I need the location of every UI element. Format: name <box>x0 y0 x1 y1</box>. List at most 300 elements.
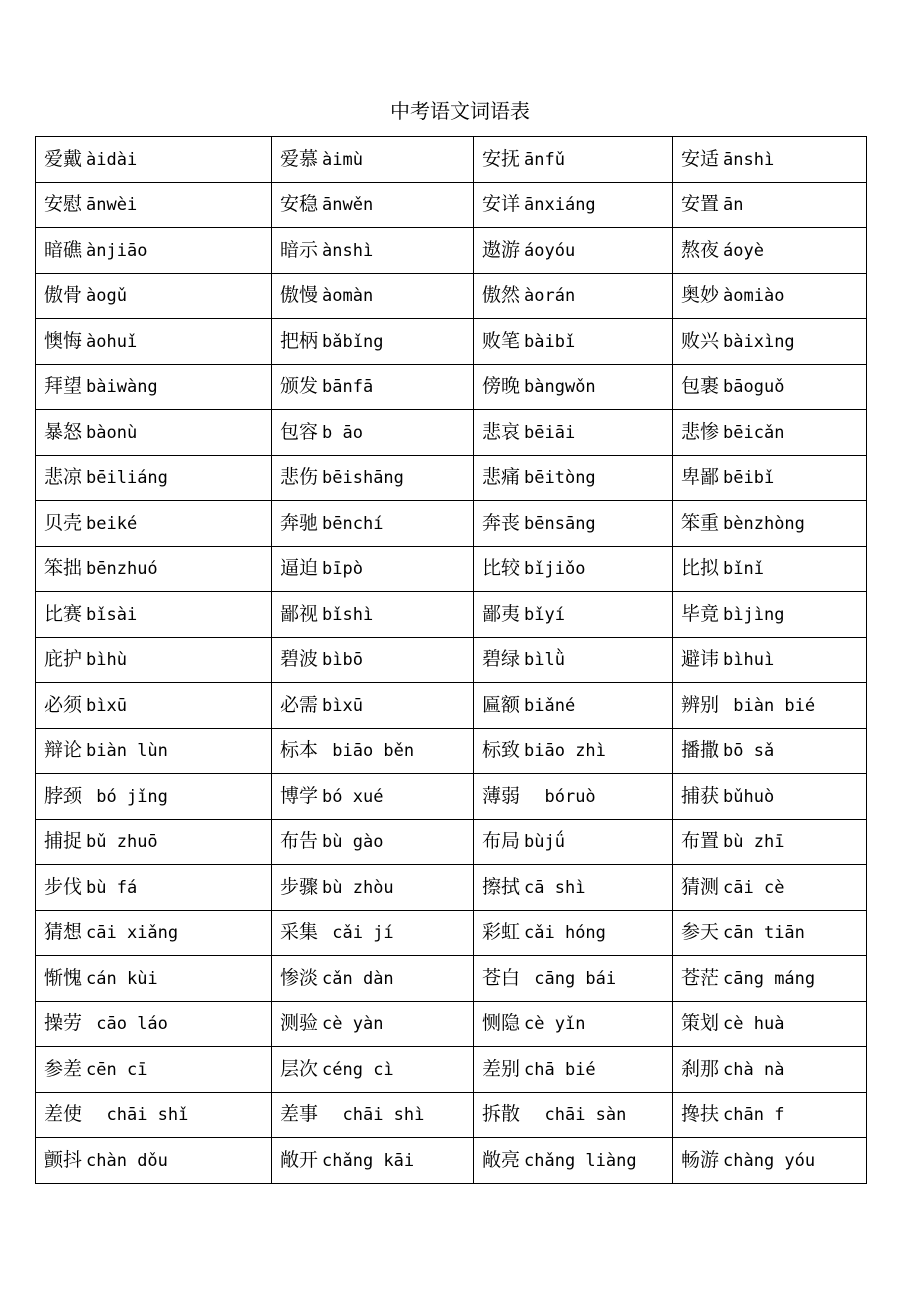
table-row <box>36 455 867 501</box>
vocab-cell <box>272 910 474 956</box>
table-row <box>36 1092 867 1138</box>
vocab-word: 暗礁 <box>44 238 83 261</box>
vocab-pinyin: bǔ zhuō <box>86 832 158 853</box>
vocab-word: 奔驰 <box>280 511 319 534</box>
vocab-cell <box>272 1138 474 1184</box>
vocab-cell <box>474 1047 673 1093</box>
vocab-word: 恻隐 <box>482 1012 521 1035</box>
vocab-pinyin: àohuǐ <box>86 331 138 352</box>
vocab-word: 辨别 <box>681 693 720 716</box>
vocab-pinyin: àidài <box>86 149 138 170</box>
vocab-word: 暴怒 <box>44 420 83 443</box>
vocab-cell <box>36 819 272 865</box>
vocab-pinyin: cán kùi <box>86 968 158 989</box>
table-row <box>36 1138 867 1184</box>
vocab-word: 比较 <box>482 557 521 580</box>
vocab-pinyin: chān f <box>723 1105 785 1126</box>
vocab-word: 安慰 <box>44 193 83 216</box>
vocab-cell <box>474 182 673 228</box>
vocab-word: 惨淡 <box>280 966 319 989</box>
vocab-word: 畅游 <box>681 1148 720 1171</box>
vocab-pinyin: bù zhòu <box>322 877 394 898</box>
vocab-cell <box>673 956 867 1002</box>
vocab-cell <box>673 501 867 547</box>
vocab-word: 布局 <box>482 830 521 853</box>
vocab-word: 博学 <box>280 784 319 807</box>
vocab-pinyin: bēicǎn <box>723 422 785 443</box>
vocab-pinyin: b āo <box>322 422 363 443</box>
vocab-pinyin: chā bié <box>524 1059 596 1080</box>
table-row <box>36 592 867 638</box>
vocab-pinyin: chàng yóu <box>723 1150 816 1171</box>
vocab-pinyin: bìxū <box>322 695 363 716</box>
vocab-pinyin: bāoguǒ <box>723 377 785 398</box>
vocab-cell <box>272 319 474 365</box>
vocab-cell <box>474 637 673 683</box>
vocab-pinyin: bènzhòng <box>723 513 805 534</box>
vocab-pinyin: beiké <box>86 513 138 534</box>
vocab-cell <box>474 273 673 319</box>
vocab-word: 捕获 <box>681 784 720 807</box>
vocab-word: 安适 <box>681 147 720 170</box>
vocab-pinyin: ānwèi <box>86 195 138 216</box>
table-row <box>36 410 867 456</box>
vocab-pinyin: bó xué <box>322 786 384 807</box>
vocab-cell <box>36 683 272 729</box>
vocab-cell <box>474 819 673 865</box>
vocab-word: 贝壳 <box>44 511 83 534</box>
vocab-word: 碧波 <box>280 648 319 671</box>
vocab-word: 安详 <box>482 193 521 216</box>
vocab-pinyin: bǐsài <box>86 604 138 625</box>
vocab-cell <box>474 683 673 729</box>
vocab-pinyin: bēiliáng <box>86 468 168 489</box>
vocab-pinyin: áoyóu <box>524 240 576 261</box>
vocab-pinyin: cè yàn <box>322 1014 384 1035</box>
vocab-cell <box>272 683 474 729</box>
vocab-word: 擦拭 <box>482 875 521 898</box>
vocab-cell <box>272 410 474 456</box>
vocab-pinyin: chàn dǒu <box>86 1150 168 1171</box>
vocab-cell <box>673 1138 867 1184</box>
vocab-word: 笨重 <box>681 511 720 534</box>
vocab-cell <box>36 1138 272 1184</box>
table-row <box>36 910 867 956</box>
table-row <box>36 865 867 911</box>
vocab-word: 傲慢 <box>280 284 319 307</box>
vocab-cell <box>272 546 474 592</box>
vocab-cell <box>673 319 867 365</box>
vocab-word: 步伐 <box>44 875 83 898</box>
vocab-cell <box>673 228 867 274</box>
vocab-cell <box>673 137 867 183</box>
vocab-pinyin: bìbō <box>322 650 363 671</box>
vocab-pinyin: bīpò <box>322 559 363 580</box>
vocab-word: 必需 <box>280 693 319 716</box>
vocab-cell <box>673 410 867 456</box>
vocab-cell <box>272 1092 474 1138</box>
vocab-cell <box>272 819 474 865</box>
vocab-pinyin: ānfǔ <box>524 149 565 170</box>
vocab-cell <box>673 728 867 774</box>
vocab-pinyin: biǎné <box>524 695 576 716</box>
vocab-word: 标本 <box>280 739 319 762</box>
vocab-word: 安抚 <box>482 147 521 170</box>
vocab-word: 层次 <box>280 1057 319 1080</box>
vocab-cell <box>272 273 474 319</box>
vocab-cell <box>36 455 272 501</box>
vocab-word: 庇护 <box>44 648 83 671</box>
vocab-pinyin: cāi cè <box>723 877 785 898</box>
vocab-cell <box>36 137 272 183</box>
vocab-word: 步骤 <box>280 875 319 898</box>
vocab-word: 测验 <box>280 1012 319 1035</box>
vocab-word: 惭愧 <box>44 966 83 989</box>
vocab-cell <box>272 137 474 183</box>
vocab-cell <box>36 501 272 547</box>
vocab-cell <box>272 455 474 501</box>
vocab-pinyin: àomàn <box>322 286 374 307</box>
vocab-pinyin: àomiào <box>723 286 785 307</box>
vocab-word: 卑鄙 <box>681 466 720 489</box>
vocab-pinyin: bàonù <box>86 422 138 443</box>
vocab-cell <box>36 592 272 638</box>
vocab-pinyin: bānfā <box>322 377 374 398</box>
vocab-cell <box>272 182 474 228</box>
vocab-cell <box>272 956 474 1002</box>
table-row <box>36 364 867 410</box>
vocab-word: 遨游 <box>482 238 521 261</box>
vocab-pinyin: ānxiáng <box>524 195 596 216</box>
vocab-word: 拜望 <box>44 375 83 398</box>
vocab-cell <box>673 910 867 956</box>
vocab-pinyin: bǐnǐ <box>723 559 764 580</box>
table-row <box>36 637 867 683</box>
table-row <box>36 683 867 729</box>
vocab-cell <box>272 728 474 774</box>
table-row <box>36 228 867 274</box>
vocab-cell <box>474 455 673 501</box>
vocab-cell <box>673 1047 867 1093</box>
vocab-word: 必须 <box>44 693 83 716</box>
vocab-pinyin: cè yǐn <box>524 1014 586 1035</box>
vocab-cell <box>36 546 272 592</box>
vocab-pinyin: bēnchí <box>322 513 384 534</box>
vocab-word: 差事 <box>280 1103 319 1126</box>
vocab-word: 败笔 <box>482 329 521 352</box>
vocab-word: 参天 <box>681 921 720 944</box>
vocab-cell <box>272 865 474 911</box>
vocab-word: 拆散 <box>482 1103 521 1126</box>
vocab-pinyin: cān tiān <box>723 923 805 944</box>
vocab-pinyin: àorán <box>524 286 576 307</box>
vocab-cell <box>272 1001 474 1047</box>
table-row <box>36 728 867 774</box>
vocab-pinyin: biàn bié <box>723 695 816 716</box>
vocab-cell <box>36 910 272 956</box>
vocab-word: 颁发 <box>280 375 319 398</box>
vocab-cell <box>673 273 867 319</box>
vocab-cell <box>272 1047 474 1093</box>
vocab-word: 包裹 <box>681 375 720 398</box>
vocab-cell <box>272 501 474 547</box>
vocab-pinyin: bù fá <box>86 877 138 898</box>
vocab-word: 苍白 <box>482 966 521 989</box>
vocab-word: 傲骨 <box>44 284 83 307</box>
table-row <box>36 319 867 365</box>
page-title: 中考语文词语表 <box>390 99 530 123</box>
vocab-pinyin: chāi sàn <box>524 1105 627 1126</box>
vocab-word: 熬夜 <box>681 238 720 261</box>
vocab-word: 猜想 <box>44 921 83 944</box>
vocab-pinyin: bēnzhuó <box>86 559 158 580</box>
vocab-word: 操劳 <box>44 1012 83 1035</box>
table-row <box>36 546 867 592</box>
vocab-cell <box>673 546 867 592</box>
vocab-cell <box>474 1138 673 1184</box>
vocab-cell <box>36 410 272 456</box>
vocab-cell <box>474 592 673 638</box>
table-row <box>36 819 867 865</box>
vocab-pinyin: biāo zhì <box>524 741 606 762</box>
vocab-pinyin: cāi xiǎng <box>86 923 179 944</box>
vocab-cell <box>673 364 867 410</box>
vocab-cell <box>474 228 673 274</box>
vocab-cell <box>474 137 673 183</box>
vocab-word: 爱戴 <box>44 147 83 170</box>
vocab-pinyin: bàixìng <box>723 331 795 352</box>
vocab-cell <box>474 1001 673 1047</box>
vocab-word: 悲哀 <box>482 420 521 443</box>
vocab-pinyin: cǎi hóng <box>524 923 606 944</box>
vocab-cell <box>272 592 474 638</box>
vocab-word: 比拟 <box>681 557 720 580</box>
vocab-word: 悲惨 <box>681 420 720 443</box>
vocab-word: 策划 <box>681 1012 720 1035</box>
vocab-word: 碧绿 <box>482 648 521 671</box>
vocab-word: 傍晚 <box>482 375 521 398</box>
vocab-cell <box>474 956 673 1002</box>
table-row <box>36 1001 867 1047</box>
vocab-word: 布告 <box>280 830 319 853</box>
vocab-cell <box>474 410 673 456</box>
vocab-cell <box>36 1047 272 1093</box>
vocab-word: 匾额 <box>482 693 521 716</box>
vocab-cell <box>673 1092 867 1138</box>
vocab-word: 敞亮 <box>482 1148 521 1171</box>
vocab-pinyin: biàn lùn <box>86 741 168 762</box>
vocab-cell <box>36 1092 272 1138</box>
vocab-word: 安置 <box>681 193 720 216</box>
vocab-cell <box>673 592 867 638</box>
vocab-word: 颤抖 <box>44 1148 83 1171</box>
vocab-pinyin: cè huà <box>723 1014 785 1035</box>
vocab-pinyin: bǐshì <box>322 604 374 625</box>
vocab-pinyin: bùjǘ <box>524 832 565 853</box>
vocab-word: 猜测 <box>681 875 720 898</box>
vocab-cell <box>673 1001 867 1047</box>
table-row <box>36 137 867 183</box>
vocab-cell <box>474 546 673 592</box>
vocab-word: 采集 <box>280 921 319 944</box>
vocab-pinyin: bìhuì <box>723 650 775 671</box>
vocab-cell <box>673 774 867 820</box>
vocab-pinyin: ān <box>723 195 744 216</box>
vocab-cell <box>474 865 673 911</box>
vocab-pinyin: bù zhī <box>723 832 785 853</box>
vocab-word: 懊悔 <box>44 329 83 352</box>
vocab-pinyin: ānshì <box>723 149 775 170</box>
vocab-cell <box>36 364 272 410</box>
vocab-word: 参差 <box>44 1057 83 1080</box>
vocab-cell <box>673 182 867 228</box>
vocab-pinyin: cāng máng <box>723 968 816 989</box>
vocab-pinyin: ànshì <box>322 240 374 261</box>
vocab-word: 彩虹 <box>482 921 521 944</box>
vocab-pinyin: bǔhuò <box>723 786 775 807</box>
vocab-pinyin: chà nà <box>723 1059 785 1080</box>
vocab-word: 逼迫 <box>280 557 319 580</box>
vocab-word: 奥妙 <box>681 284 720 307</box>
vocab-cell <box>673 819 867 865</box>
vocab-pinyin: bǎbǐng <box>322 331 384 352</box>
vocab-word: 包容 <box>280 420 319 443</box>
vocab-word: 把柄 <box>280 329 319 352</box>
vocab-pinyin: bēiāi <box>524 422 576 443</box>
vocab-word: 标致 <box>482 739 521 762</box>
vocab-cell <box>36 865 272 911</box>
vocab-cell <box>36 273 272 319</box>
vocab-cell <box>36 228 272 274</box>
vocab-cell <box>36 774 272 820</box>
vocab-word: 搀扶 <box>681 1103 720 1126</box>
vocab-pinyin: chāi shì <box>322 1105 425 1126</box>
vocab-word: 捕捉 <box>44 830 83 853</box>
vocab-cell <box>272 364 474 410</box>
vocab-cell <box>474 364 673 410</box>
vocab-pinyin: àogǔ <box>86 286 127 307</box>
table-row <box>36 956 867 1002</box>
vocab-word: 苍茫 <box>681 966 720 989</box>
vocab-word: 比赛 <box>44 602 83 625</box>
vocab-pinyin: àimù <box>322 149 363 170</box>
vocab-pinyin: bǐjiǒo <box>524 559 586 580</box>
vocab-word: 差别 <box>482 1057 521 1080</box>
vocab-word: 暗示 <box>280 238 319 261</box>
vocab-cell <box>474 774 673 820</box>
vocab-pinyin: cāo láo <box>86 1014 168 1035</box>
vocab-cell <box>272 637 474 683</box>
vocab-word: 奔丧 <box>482 511 521 534</box>
table-row <box>36 273 867 319</box>
vocab-word: 爱慕 <box>280 147 319 170</box>
vocab-pinyin: bàngwǒn <box>524 377 596 398</box>
vocab-pinyin: bàibǐ <box>524 331 576 352</box>
vocab-word: 鄙夷 <box>482 602 521 625</box>
vocab-pinyin: áoyè <box>723 240 764 261</box>
table-row <box>36 501 867 547</box>
vocab-pinyin: bó jǐng <box>86 786 168 807</box>
vocab-pinyin: bìhù <box>86 650 127 671</box>
vocab-word: 敞开 <box>280 1148 319 1171</box>
vocab-cell <box>474 1092 673 1138</box>
vocab-cell <box>673 865 867 911</box>
vocab-word: 悲凉 <box>44 466 83 489</box>
vocab-pinyin: bìlǜ <box>524 650 565 671</box>
vocab-word: 败兴 <box>681 329 720 352</box>
vocab-pinyin: bàiwàng <box>86 377 158 398</box>
vocab-pinyin: chāi shǐ <box>86 1105 189 1126</box>
vocab-cell <box>474 319 673 365</box>
vocab-word: 差使 <box>44 1103 83 1126</box>
vocab-word: 悲伤 <box>280 466 319 489</box>
vocab-pinyin: bēitòng <box>524 468 596 489</box>
vocab-word: 毕竟 <box>681 602 720 625</box>
vocab-cell <box>36 637 272 683</box>
vocab-pinyin: chǎng kāi <box>322 1150 415 1171</box>
vocab-word: 布置 <box>681 830 720 853</box>
vocab-pinyin: biāo běn <box>322 741 415 762</box>
vocab-cell <box>673 637 867 683</box>
vocab-cell <box>36 1001 272 1047</box>
vocab-pinyin: cā shì <box>524 877 586 898</box>
vocab-pinyin: bō sǎ <box>723 741 775 762</box>
table-row <box>36 182 867 228</box>
vocab-pinyin: bēnsāng <box>524 513 596 534</box>
vocab-cell <box>36 319 272 365</box>
vocab-word: 避讳 <box>681 648 720 671</box>
vocab-cell <box>272 228 474 274</box>
vocab-pinyin: bìxū <box>86 695 127 716</box>
vocab-pinyin: cāng bái <box>524 968 617 989</box>
vocab-pinyin: bēishāng <box>322 468 404 489</box>
vocab-cell <box>36 728 272 774</box>
vocab-pinyin: ānwěn <box>322 195 374 216</box>
vocab-cell <box>474 501 673 547</box>
vocab-word: 辩论 <box>44 739 83 762</box>
vocab-pinyin: bēibǐ <box>723 468 775 489</box>
vocab-word: 刹那 <box>681 1057 720 1080</box>
vocabulary-table <box>35 136 867 1184</box>
vocab-pinyin: cēn cī <box>86 1059 148 1080</box>
vocab-word: 安稳 <box>280 193 319 216</box>
vocab-word: 鄙视 <box>280 602 319 625</box>
vocab-cell <box>36 956 272 1002</box>
vocab-cell <box>673 455 867 501</box>
vocab-word: 播撒 <box>681 739 720 762</box>
vocab-word: 笨拙 <box>44 557 83 580</box>
vocab-cell <box>474 728 673 774</box>
vocab-pinyin: céng cì <box>322 1059 394 1080</box>
vocab-pinyin: bù gào <box>322 832 384 853</box>
vocab-pinyin: bìjìng <box>723 604 785 625</box>
vocab-cell <box>474 910 673 956</box>
vocab-pinyin: bǐyí <box>524 604 565 625</box>
vocab-pinyin: cǎn dàn <box>322 968 394 989</box>
vocab-cell <box>36 182 272 228</box>
vocab-word: 傲然 <box>482 284 521 307</box>
vocab-cell <box>673 683 867 729</box>
vocab-pinyin: cǎi jí <box>322 923 394 944</box>
vocab-pinyin: ànjiāo <box>86 240 148 261</box>
table-row <box>36 1047 867 1093</box>
vocab-pinyin: bóruò <box>524 786 596 807</box>
vocab-word: 脖颈 <box>44 784 83 807</box>
vocab-word: 薄弱 <box>482 784 521 807</box>
vocab-cell <box>272 774 474 820</box>
vocab-pinyin: chǎng liàng <box>524 1150 637 1171</box>
table-row <box>36 774 867 820</box>
